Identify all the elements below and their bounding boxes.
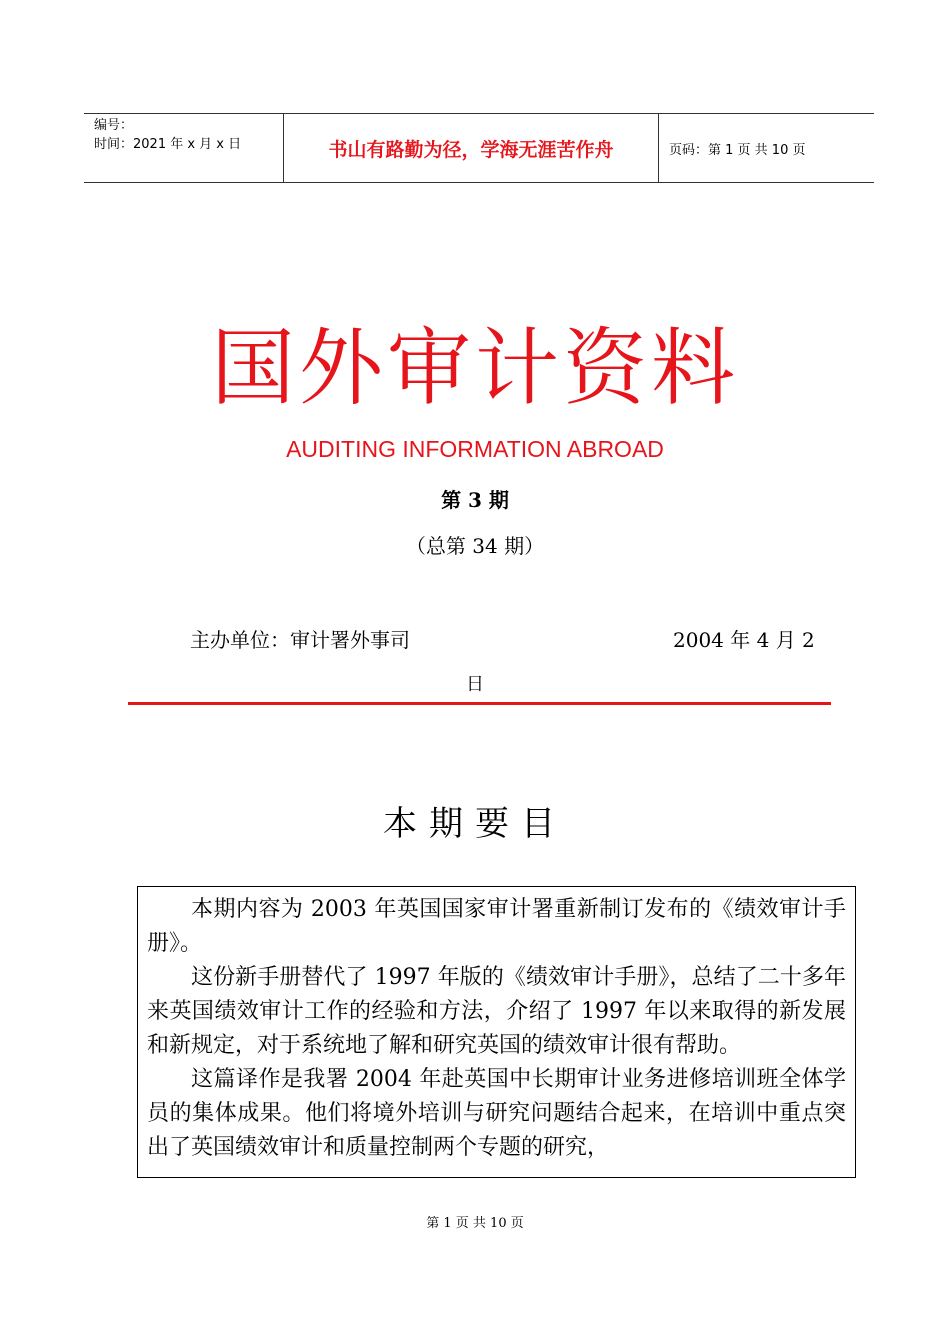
- toc-heading: 本期要目: [383, 804, 567, 844]
- red-divider: [128, 702, 831, 705]
- english-title: AUDITING INFORMATION ABROAD: [286, 436, 664, 462]
- summary-paragraph: 本期内容为 2003 年英国国家审计署重新制订发布的《绩效审计手册》。: [147, 897, 846, 956]
- sponsor: 主办单位：审计署外事司: [190, 628, 410, 652]
- summary-paragraph: 这份新手册替代了 1997 年版的《绩效审计手册》，总结了二十多年来英国绩效审计工作的经验和方法，介绍了 1997 年以来取得的新发展和新规定，对于系统地了解和研究英国的绩效审计很有帮助。: [147, 965, 846, 1058]
- summary-box: [137, 886, 856, 1178]
- publish-date-wrap: 日: [466, 674, 484, 695]
- publish-date: 2004 年 4 月 2: [673, 628, 815, 652]
- main-title: 国外审计资料: [210, 319, 739, 417]
- summary-paragraph: 这篇译作是我署 2004 年赴英国中长期审计业务进修培训班全体学员的集体成果。他们将境外培训与研究问题结合起来，在培训中重点突出了英国绩效审计和质量控制两个专题的研究，: [147, 1067, 846, 1160]
- header-table: [84, 113, 874, 183]
- issue-total: （总第 34 期）: [405, 534, 545, 558]
- page-info: 页码：第 1 页 共 10 页: [669, 142, 806, 158]
- number-label: 编号：: [94, 118, 134, 133]
- header-meta-cell: [84, 114, 284, 182]
- motto: 书山有路勤为径，学海无涯苦作舟: [284, 114, 659, 182]
- page-footer: 第 1 页 共 10 页: [426, 1216, 524, 1231]
- issue-number: 第 3 期: [441, 488, 509, 512]
- time-label: 时间：2021 年 x 月 x 日: [94, 137, 242, 152]
